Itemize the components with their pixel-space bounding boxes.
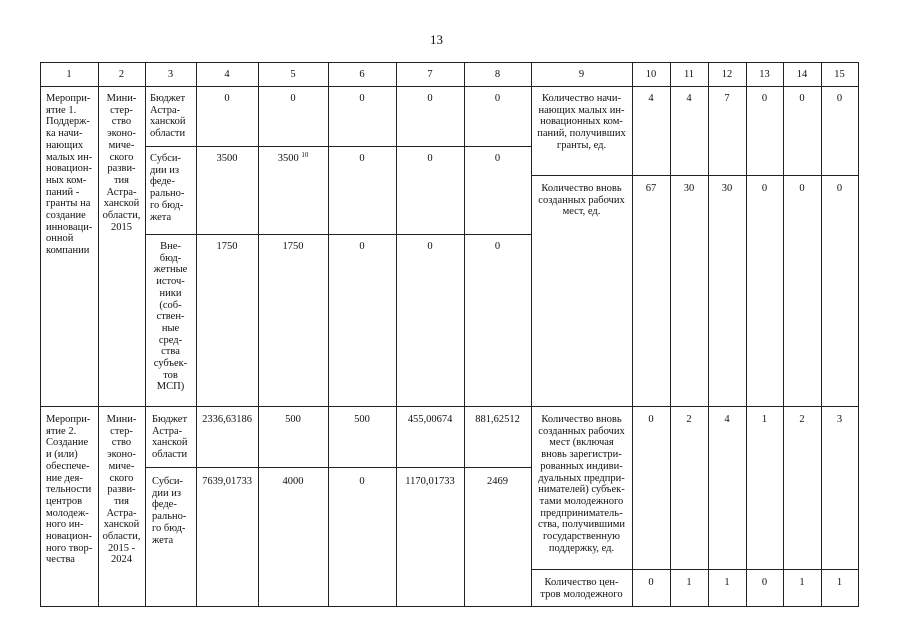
- event-2-executor: Мини- стер- ство эконо- миче- ского разви- тия Астра- ханской области, 2015 - 2024: [102, 414, 141, 566]
- event-2-i2-v12: 1: [724, 577, 730, 588]
- event-2-indicator-1: Количество вновь созданных рабочих мест (включая вновь зарегистри- рованных индиви- дуальных предпри- нимателей) субъек- тами молодежного предприниматель- ства, получившими государственную поддержку, ед.: [537, 414, 626, 554]
- col-header-5: 5: [290, 69, 296, 80]
- event-2-source-1: Бюджет Астра- ханской области: [152, 414, 188, 461]
- event-1-i2-v10: 67: [645, 183, 657, 194]
- event-1-r3-v5: 1750: [282, 241, 304, 252]
- col-header-9: 9: [578, 69, 585, 80]
- event-2-r2-v8: 2469: [487, 476, 508, 487]
- event-2-i1-v12: 4: [724, 414, 730, 425]
- event-2-i2-v13: 0: [761, 577, 768, 588]
- event-1-r2-v5: 3500 $^{10}$: [277, 151, 309, 164]
- event-1-indicator-2: Количество вновь созданных рабочих мест, ед.: [538, 183, 625, 218]
- event-2-i1-v10: 0: [648, 414, 654, 425]
- event-1-r2-v7: 0: [427, 153, 433, 164]
- footnote-marker: 10: [301, 151, 309, 159]
- col-header-6: 6: [359, 69, 365, 80]
- col-header-8: 8: [494, 69, 501, 80]
- event-2-r1-v8: 881,62512: [475, 414, 520, 425]
- event-1-r3-v8: 0: [494, 241, 501, 252]
- event-2-r2-v6: 0: [359, 476, 365, 487]
- col-header-2: 2: [118, 69, 125, 80]
- event-2-r1-v7: 455,00674: [407, 414, 453, 425]
- event-1-i2-v15: 0: [836, 183, 843, 194]
- page-number: 13: [430, 32, 443, 47]
- event-2-i2-v14: 1: [799, 577, 805, 588]
- col-header-15: 15: [834, 69, 845, 80]
- event-2-indicator-2: Количество цен- тров молодежного: [540, 577, 623, 600]
- col-header-4: 4: [224, 69, 230, 80]
- event-2-r2-v7: 1170,01733: [405, 476, 455, 487]
- col-header-13: 13: [759, 69, 770, 80]
- event-2-r2-v4: 7639,01733: [202, 476, 252, 487]
- event-1-i1-v11: 4: [686, 93, 692, 104]
- col-header-7: 7: [427, 69, 433, 80]
- event-2-r2-v5: 4000: [282, 476, 304, 487]
- event-1-source-1: Бюджет Астра- ханской области: [150, 93, 186, 140]
- col-header-1: 1: [66, 69, 72, 80]
- col-header-14: 14: [796, 69, 808, 80]
- event-2-r1-v6: 500: [354, 414, 370, 425]
- event-2-i2-v10: 0: [648, 577, 654, 588]
- event-1-indicator-1: Количество начи- нающих малых ин- новационных ком- паний, получивших гранты, ед.: [537, 93, 626, 151]
- event-2-name: Меропри- ятие 2. Создание и (или) обеспече- ние дея- тельности центров молодеж- ного ин- новацион- ного твор- чества: [46, 414, 93, 566]
- event-1-r3-v4: 1750: [216, 241, 238, 252]
- event-1-source-3: Вне- бюд- жетные источ- ники (соб- ствен- ные сред- ства субъек- тов МСП): [153, 241, 188, 393]
- event-1-i1-v12: 7: [724, 93, 730, 104]
- event-1-r1-v6: 0: [359, 93, 365, 104]
- event-2-i2-v11: 1: [686, 577, 692, 588]
- event-1-r1-v4: 0: [224, 93, 230, 104]
- event-1-i2-v12: 30: [721, 183, 733, 194]
- event-1-i2-v14: 0: [799, 183, 805, 194]
- event-1-r2-v8: 0: [494, 153, 501, 164]
- event-2-i1-v13: 1: [761, 414, 768, 425]
- event-1-source-2: Субси- дии из феде- рально- го бюд- жета: [150, 153, 185, 223]
- event-2-i1-v11: 2: [686, 414, 692, 425]
- event-1-r2-v4: 3500: [216, 153, 238, 164]
- event-1-i2-v11: 30: [683, 183, 695, 194]
- event-1-r1-v5: 0: [290, 93, 296, 104]
- event-1-r1-v7: 0: [427, 93, 433, 104]
- event-2-r1-v5: 500: [285, 414, 301, 425]
- event-1-r2-v6: 0: [359, 153, 365, 164]
- event-2-i1-v15: 3: [836, 414, 843, 425]
- event-1-i1-v14: 0: [799, 93, 805, 104]
- event-1-r1-v8: 0: [494, 93, 501, 104]
- event-2-source-2: Субси- дии из феде- рально- го бюд- жета: [152, 476, 187, 546]
- event-2-r1-v4: 2336,63186: [202, 414, 252, 425]
- col-header-12: 12: [721, 69, 733, 80]
- col-header-10: 10: [645, 69, 657, 80]
- event-1-executor: Мини- стер- ство эконо- миче- ского разви- тия Астра- ханской области, 2015: [102, 93, 141, 233]
- event-1-i1-v10: 4: [648, 93, 654, 104]
- event-2-i1-v14: 2: [799, 414, 805, 425]
- event-2-i2-v15: 1: [836, 577, 843, 588]
- event-1-r3-v7: 0: [427, 241, 433, 252]
- event-1-r3-v6: 0: [359, 241, 365, 252]
- event-1-i1-v15: 0: [836, 93, 843, 104]
- col-header-11: 11: [683, 69, 695, 80]
- event-1-i2-v13: 0: [761, 183, 768, 194]
- col-header-3: 3: [167, 69, 174, 80]
- event-1-i1-v13: 0: [761, 93, 768, 104]
- event-1-name: Меропри- ятие 1. Поддерж- ка начи- нающих малых ин- новацион- ных ком- паний - гранты на создание инноваци- онной компании: [46, 93, 93, 257]
